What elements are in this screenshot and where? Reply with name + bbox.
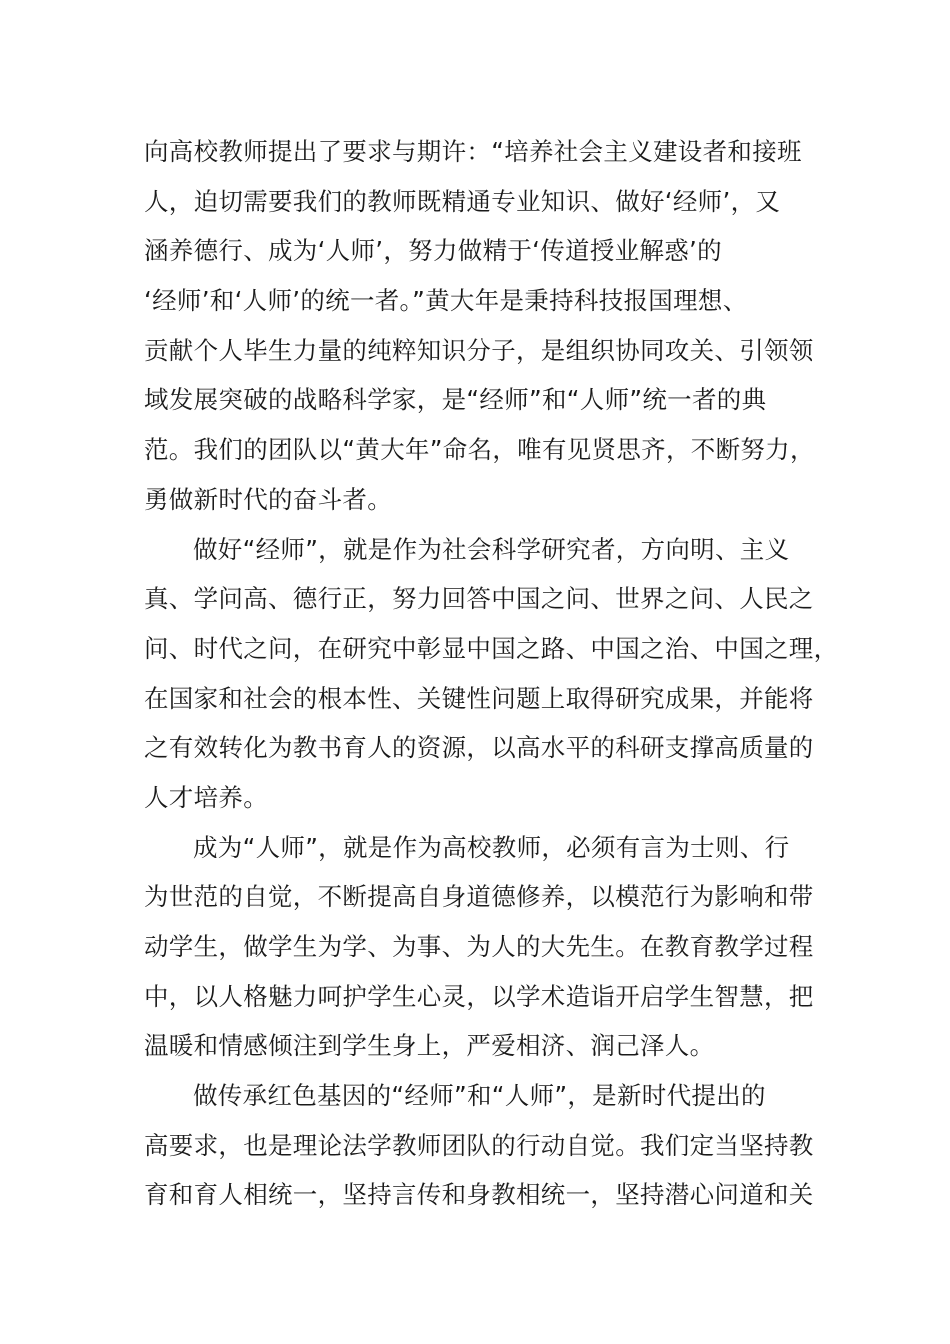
- paragraph-line: 中，以人格魅力呵护学生心灵，以学术造诣开启学生智慧，把: [144, 981, 814, 1011]
- paragraph-line: 在国家和社会的根本性、关键性问题上取得研究成果，并能将: [144, 683, 814, 713]
- paragraph-line: 勇做新时代的奋斗者。: [144, 484, 392, 514]
- document-body: [144, 127, 839, 1220]
- paragraph-line: 贡献个人毕生力量的纯粹知识分子，是组织协同攻关、引领领: [144, 335, 814, 365]
- paragraph-line: 做好“经师”，就是作为社会科学研究者，方向明、主义: [193, 534, 790, 564]
- paragraph-2: [144, 525, 839, 823]
- paragraph-line: 问、时代之问，在研究中彰显中国之路、中国之治、中国之理，: [144, 633, 839, 663]
- paragraph-line: 高要求，也是理论法学教师团队的行动自觉。我们定当坚持教: [144, 1130, 814, 1160]
- paragraph-line: 人，迫切需要我们的教师既精通专业知识、做好‘经师’，又: [144, 186, 781, 216]
- paragraph-line: 做传承红色基因的“经师”和“人师”，是新时代提出的: [193, 1081, 766, 1111]
- paragraph-4: [144, 1071, 814, 1220]
- paragraph-3: [144, 823, 814, 1071]
- paragraph-line: 成为“人师”，就是作为高校教师，必须有言为士则、行: [193, 832, 790, 862]
- paragraph-line: 向高校教师提出了要求与期许：“培养社会主义建设者和接班: [144, 137, 802, 166]
- paragraph-1: [144, 127, 814, 525]
- paragraph-line: ‘经师’和‘人师’的统一者。”黄大年是秉持科技报国理想、: [144, 286, 748, 316]
- paragraph-line: 为世范的自觉，不断提高自身道德修养，以模范行为影响和带: [144, 882, 814, 912]
- paragraph-line: 育和育人相统一，坚持言传和身教相统一，坚持潜心问道和关: [144, 1180, 814, 1210]
- paragraph-line: 温暖和情感倾注到学生身上，严爱相济、润己泽人。: [144, 1031, 715, 1061]
- paragraph-line: 动学生，做学生为学、为事、为人的大先生。在教育教学过程: [144, 932, 814, 961]
- paragraph-line: 真、学问高、德行正，努力回答中国之问、世界之问、人民之: [144, 584, 814, 614]
- paragraph-line: 之有效转化为教书育人的资源，以高水平的科研支撑高质量的: [144, 733, 814, 763]
- paragraph-line: 涵养德行、成为‘人师’，努力做精于‘传道授业解惑’的: [144, 236, 722, 266]
- paragraph-line: 人才培养。: [144, 782, 268, 812]
- paragraph-line: 域发展突破的战略科学家，是“经师”和“人师”统一者的典: [144, 385, 767, 415]
- paragraph-line: 范。我们的团队以“黄大年”命名，唯有见贤思齐，不断努力，: [144, 435, 815, 465]
